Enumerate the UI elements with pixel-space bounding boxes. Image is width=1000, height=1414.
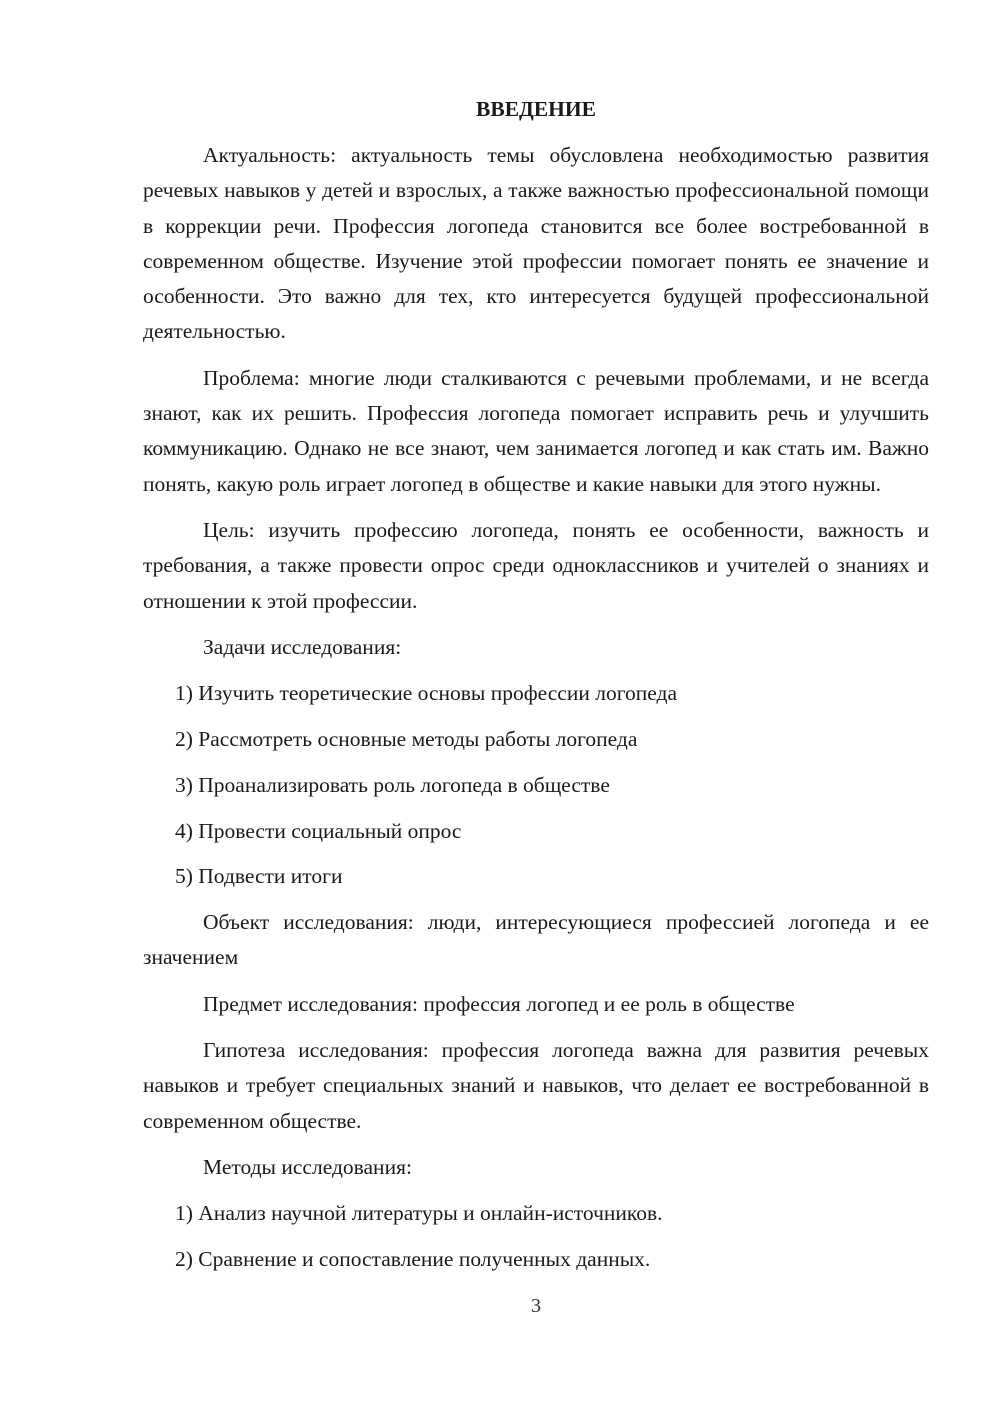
goal-paragraph: Цель: изучить профессию логопеда, понять ее особенности, важность и требования, а также провести опрос среди одноклассников и учителей о знаниях и отношении к этой профессии. [143, 517, 929, 613]
page-number: 3 [531, 1295, 541, 1317]
method-item: 2) Сравнение и сопоставление полученных данных. [175, 1247, 651, 1272]
task-item: 3) Проанализировать роль логопеда в обществе [175, 772, 610, 797]
hypothesis-paragraph: Гипотеза исследования: профессия логопеда важна для развития речевых навыков и требует специальных знаний и навыков, что делает ее востребованной в современном обществе. [143, 1038, 929, 1133]
task-item: 4) Провести социальный опрос [175, 818, 462, 843]
task-item: 2) Рассмотреть основные методы работы логопеда [175, 726, 638, 751]
task-item: 5) Подвести итоги [175, 864, 343, 889]
document-page [143, 92, 929, 1288]
tasks-heading: Задачи исследования: [203, 634, 402, 659]
relevance-paragraph: Актуальность: актуальность темы обусловлена необходимостью развития речевых навыков у детей и взрослых, а также важностью профессиональной помощи в коррекции речи. Профессия логопеда становится все более востребованной в современном обществе. Изучение этой профессии помогает понять ее значение и особенности. Это важно для тех, кто интересуется будущей профессиональной деятельностью. [143, 143, 929, 344]
document-title: ВВЕДЕНИЕ [476, 97, 596, 121]
task-item: 1) Изучить теоретические основы профессии логопеда [175, 681, 677, 706]
subject-paragraph: Предмет исследования: профессия логопед и ее роль в обществе [203, 991, 795, 1016]
object-paragraph: Объект исследования: люди, интересующиеся профессией логопеда и ее значением [143, 910, 929, 970]
method-item: 1) Анализ научной литературы и онлайн-источников. [175, 1201, 663, 1226]
methods-heading: Методы исследования: [203, 1154, 412, 1179]
problem-paragraph: Проблема: многие люди сталкиваются с речевыми проблемами, и не всегда знают, как их решить. Профессия логопеда помогает исправить речь и улучшить коммуникацию. Однако не все знают, чем занимается логопед и как стать им. Важно понять, какую роль играет логопед в обществе и какие навыки для этого нужны. [143, 365, 929, 496]
